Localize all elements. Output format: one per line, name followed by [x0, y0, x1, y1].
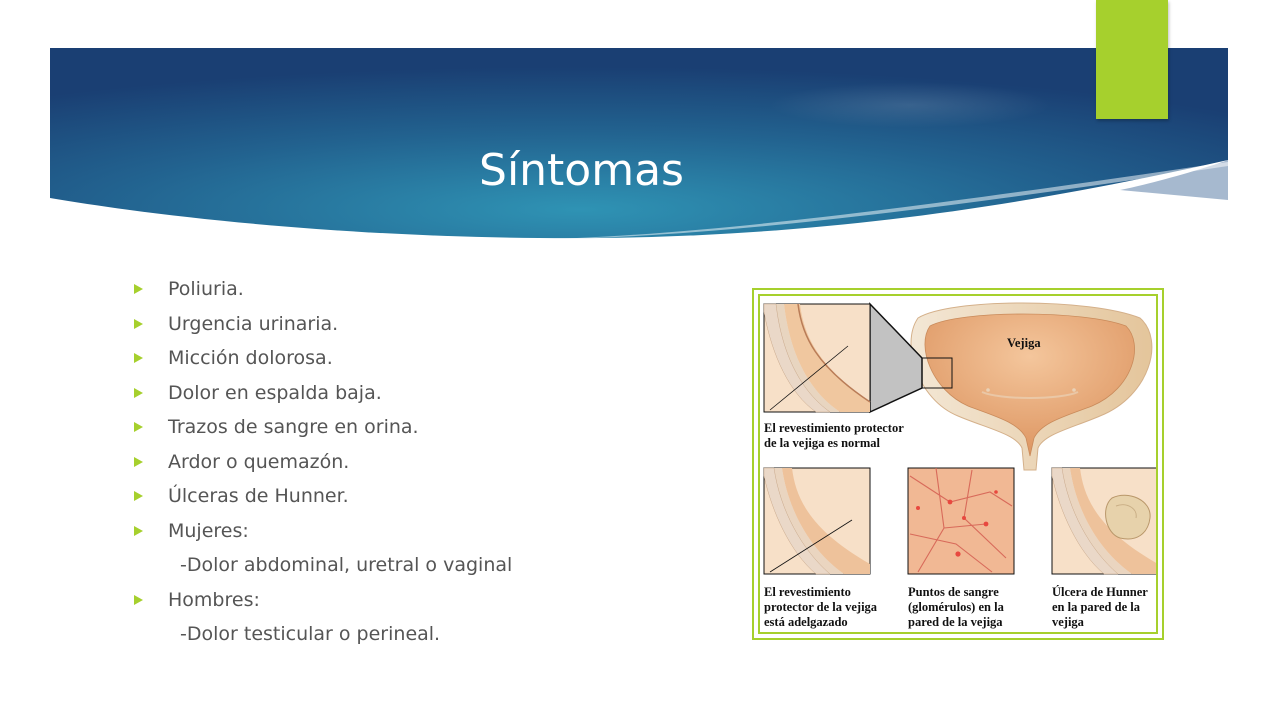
caption-line: está adelgazado [764, 615, 848, 629]
ulcer-shape [1106, 495, 1151, 539]
caption-line: Puntos de sangre [908, 585, 999, 599]
bullet-item [132, 376, 712, 411]
bullet-text: Ardor o quemazón. [168, 450, 350, 473]
bullet-item [132, 479, 712, 514]
caption-line: (glomérulos) en la [908, 600, 1004, 614]
triangle-right-icon [134, 526, 143, 536]
bullet-item [132, 341, 712, 376]
bullet-text: Mujeres: [168, 519, 249, 542]
bullet-text: Poliuria. [168, 278, 244, 300]
bladder-label: Vejiga [1007, 336, 1041, 350]
caption-line: de la vejiga es normal [764, 436, 880, 450]
bullet-text: Micción dolorosa. [168, 347, 333, 369]
glomerulations-caption [908, 585, 1004, 630]
triangle-right-icon [134, 284, 143, 294]
triangle-right-icon [134, 388, 143, 398]
caption-line: protector de la vejiga [764, 600, 878, 614]
caption-line: pared de la vejiga [908, 615, 1003, 629]
title-banner [0, 0, 1280, 250]
triangle-right-icon [134, 457, 143, 467]
symptom-list [132, 272, 712, 652]
sub-item-text: -Dolor abdominal, uretral o vaginal [180, 554, 513, 576]
bullet-item [132, 514, 712, 549]
accent-tab [1096, 0, 1168, 119]
triangle-right-icon [134, 491, 143, 501]
thin-lining-caption [764, 585, 877, 630]
ulcer-caption [1052, 585, 1148, 630]
bladder-figure [752, 288, 1164, 640]
sub-item [132, 548, 712, 583]
triangle-right-icon [134, 353, 143, 363]
sub-item [132, 617, 712, 652]
bullet-text: Urgencia urinaria. [168, 312, 339, 335]
caption-line: Úlcera de Hunner [1052, 585, 1148, 599]
caption-line: El revestimiento protector [764, 421, 904, 435]
caption-line: en la pared de la [1052, 600, 1140, 614]
bullet-item [132, 410, 712, 445]
bullet-item [132, 583, 712, 618]
bullet-item [132, 445, 712, 480]
triangle-right-icon [134, 319, 143, 329]
figure-panel [758, 294, 1158, 634]
normal-caption [764, 421, 904, 451]
caption-line: vejiga [1052, 615, 1084, 629]
zoom-callout [870, 304, 922, 412]
bullet-text: Úlceras de Hunner. [168, 485, 349, 507]
triangle-right-icon [134, 595, 143, 605]
bullet-text: Dolor en espalda baja. [168, 381, 382, 404]
caption-line: El revestimiento [764, 585, 851, 599]
bullet-text: Hombres: [168, 588, 260, 611]
slide-title: Síntomas [479, 145, 684, 197]
bladder-illustration [760, 296, 1158, 634]
sub-item-text: -Dolor testicular o perineal. [180, 623, 441, 645]
bullet-item [132, 272, 712, 307]
bullet-text: Trazos de sangre en orina. [168, 416, 419, 438]
bullet-item [132, 307, 712, 342]
triangle-right-icon [134, 422, 143, 432]
